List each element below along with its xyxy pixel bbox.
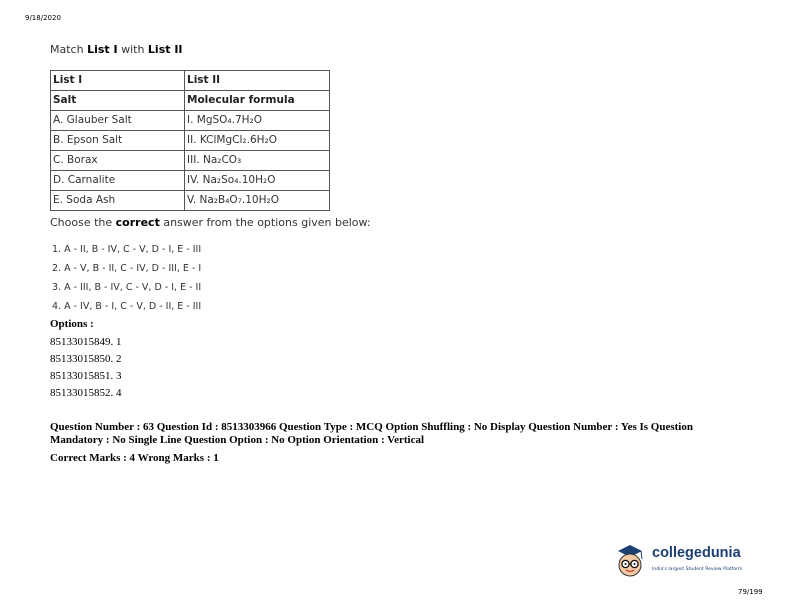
answer-choices (52, 240, 201, 316)
table-row (51, 151, 330, 171)
instruction-text (50, 216, 371, 229)
collegedunia-logo (612, 543, 762, 581)
formula-cell: V. Na₂B₄O₇.10H₂O (185, 191, 330, 211)
option-id: 85133015851. 3 (50, 370, 122, 382)
table-header-cell: Molecular formula (185, 91, 330, 111)
marks-line: Correct Marks : 4 Wrong Marks : 1 (50, 452, 219, 464)
salt-cell: D. Carnalite (51, 171, 185, 191)
salt-cell: E. Soda Ash (51, 191, 185, 211)
instruction-suffix: answer from the options given below: (159, 216, 371, 229)
instruction-prefix: Choose the (50, 216, 116, 229)
intro-with: with (117, 43, 148, 56)
salt-cell: C. Borax (51, 151, 185, 171)
table-header-cell: Salt (51, 91, 185, 111)
table-header-row (51, 91, 330, 111)
logo-wordmark: collegedunia (652, 545, 741, 561)
formula-cell: III. Na₂CO₃ (185, 151, 330, 171)
logo-tagline: India's largest Student Review Platform (652, 567, 743, 572)
match-table (50, 70, 330, 211)
salt-cell: A. Glauber Salt (51, 111, 185, 131)
list1-label: List I (87, 43, 118, 56)
salt-cell: B. Epson Salt (51, 131, 185, 151)
option-id-list (50, 334, 122, 402)
list2-label: List II (147, 43, 183, 56)
answer-choice: 2. A - V, B - II, C - IV, D - III, E - I (52, 263, 202, 274)
answer-choice: 4. A - IV, B - I, C - V, D - II, E - III (52, 301, 202, 312)
intro-prefix: Match (50, 43, 88, 56)
formula-cell: I. MgSO₄.7H₂O (185, 111, 330, 131)
question-metadata: Question Number : 63 Question Id : 8513303966 Question Type : MCQ Option Shuffling : No Display Question Number : Yes Is Question Mandatory : No Single Line Question Option : No Option Orientation : Vertical (50, 421, 693, 446)
answer-choice: 3. A - III, B - IV, C - V, D - I, E - II (52, 282, 202, 293)
print-date: 9/18/2020 (25, 14, 61, 22)
option-id: 85133015852. 4 (50, 387, 122, 399)
formula-cell: II. KClMgCl₂.6H₂O (185, 131, 330, 151)
formula-cell: IV. Na₂So₄.10H₂O (185, 171, 330, 191)
mascot-icon (612, 543, 648, 581)
instruction-bold: correct (115, 216, 160, 229)
answer-choice: 1. A - II, B - IV, C - V, D - I, E - III (52, 244, 202, 255)
table-row (51, 191, 330, 211)
option-id: 85133015850. 2 (50, 353, 122, 365)
table-header-cell: List II (185, 71, 330, 91)
option-id: 85133015849. 1 (50, 336, 122, 348)
table-header-row (51, 71, 330, 91)
table-row (51, 171, 330, 191)
table-row (51, 111, 330, 131)
options-title: Options : (50, 318, 94, 330)
table-row (51, 131, 330, 151)
table-header-cell: List I (51, 71, 185, 91)
page-number: 79/199 (738, 588, 763, 596)
question-intro (50, 43, 183, 56)
